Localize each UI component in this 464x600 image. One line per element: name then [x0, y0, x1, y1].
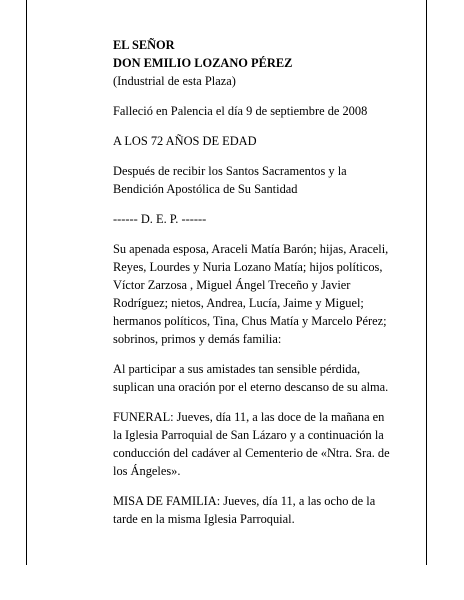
family-mass-line-1: MISA DE FAMILIA: Jueves, día 11, a las ocho de la: [113, 494, 376, 508]
subtitle: (Industrial de esta Plaza): [113, 74, 236, 88]
obituary-notice: [113, 36, 413, 528]
family-line-1: Su apenada esposa, Araceli Matía Barón; hijas, Araceli,: [113, 242, 389, 256]
funeral-line-4: los Ángeles».: [113, 464, 181, 478]
family-line-2: Reyes, Lourdes y Nuria Lozano Matía; hijos políticos,: [113, 260, 383, 274]
request-line-1: Al participar a sus amistades tan sensible pérdida,: [113, 362, 361, 376]
heading-line-1: EL SEÑOR: [113, 38, 175, 52]
heading-line-2: DON EMILIO LOZANO PÉREZ: [113, 56, 293, 70]
sacraments-line-2: Bendición Apostólica de Su Santidad: [113, 182, 298, 196]
family-line-4: Rodríguez; nietos, Andrea, Lucía, Jaime y Miguel;: [113, 296, 364, 310]
left-border-line: [26, 0, 27, 565]
funeral-line-3: conducción del cadáver al Cementerio de «Ntra. Sra. de: [113, 446, 390, 460]
family-line-3: Víctor Zarzosa , Miguel Ángel Treceño y Javier: [113, 278, 351, 292]
death-date: Falleció en Palencia el día 9 de septiembre de 2008: [113, 104, 368, 118]
sacraments-line-1: Después de recibir los Santos Sacramentos y la: [113, 164, 347, 178]
right-border-line: [426, 0, 427, 565]
family-line-5: hermanos políticos, Tina, Chus Matía y Marcelo Pérez;: [113, 314, 387, 328]
rip-line: ------ D. E. P. ------: [113, 212, 207, 226]
funeral-line-2: la Iglesia Parroquial de San Lázaro y a continuación la: [113, 428, 384, 442]
family-mass-line-2: tarde en la misma Iglesia Parroquial.: [113, 512, 295, 526]
request-line-2: suplican una oración por el eterno descanso de su alma.: [113, 380, 389, 394]
age-line: A LOS 72 AÑOS DE EDAD: [113, 134, 257, 148]
family-line-6: sobrinos, primos y demás familia:: [113, 332, 282, 346]
funeral-line-1: FUNERAL: Jueves, día 11, a las doce de la mañana en: [113, 410, 385, 424]
